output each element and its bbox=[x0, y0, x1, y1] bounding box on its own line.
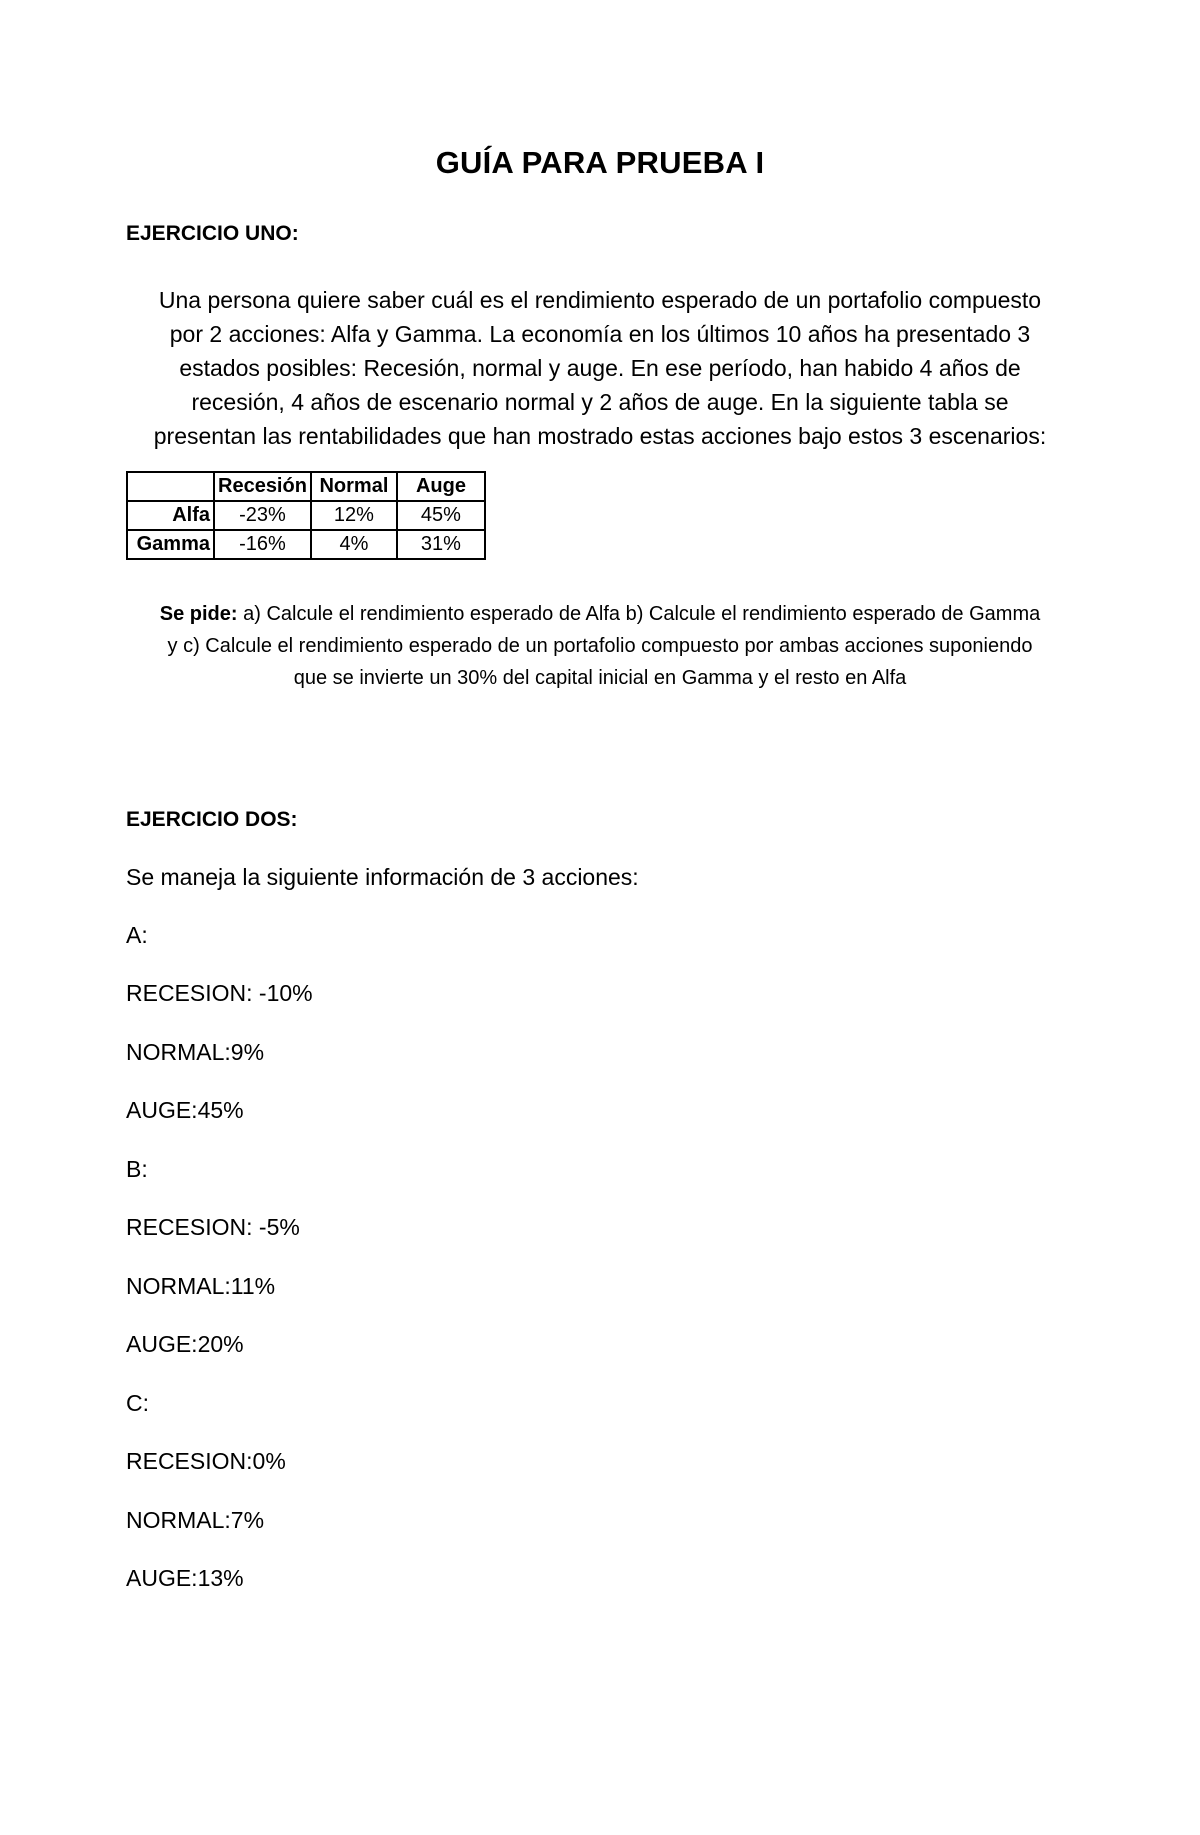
scenario-line: AUGE:13% bbox=[126, 1565, 244, 1591]
se-pide-text: a) Calcule el rendimiento esperado de Alfa b) Calcule el rendimiento esperado de Gamma bbox=[237, 603, 1041, 625]
se-pide-block bbox=[126, 598, 1074, 694]
table-cell: -16% bbox=[214, 530, 311, 559]
table-cell: 45% bbox=[397, 501, 485, 530]
returns-table bbox=[126, 471, 486, 560]
se-pide-line: que se invierte un 30% del capital inicial en Gamma y el resto en Alfa bbox=[293, 667, 907, 689]
table-header-corner bbox=[127, 472, 214, 501]
table-row-label: Alfa bbox=[127, 501, 214, 530]
exercise-two-intro: Se maneja la siguiente información de 3 acciones: bbox=[126, 864, 639, 890]
paragraph-line: presentan las rentabilidades que han mostrado estas acciones bajo estos 3 escenarios: bbox=[153, 423, 1047, 449]
stock-label: A: bbox=[126, 922, 148, 948]
table-cell: 31% bbox=[397, 530, 485, 559]
se-pide-label: Se pide: bbox=[159, 603, 238, 625]
scenario-line: RECESION: -10% bbox=[126, 980, 313, 1006]
scenario-line: NORMAL:9% bbox=[126, 1039, 265, 1065]
scenario-line: NORMAL:11% bbox=[126, 1273, 276, 1299]
table-cell: -23% bbox=[214, 501, 311, 530]
se-pide-line bbox=[126, 598, 1074, 630]
scenario-line: AUGE:45% bbox=[126, 1097, 244, 1123]
scenario-line: NORMAL:7% bbox=[126, 1507, 265, 1533]
table-cell: 4% bbox=[311, 530, 397, 559]
table-row-label: Gamma bbox=[127, 530, 214, 559]
table-header-recesion: Recesión bbox=[214, 472, 311, 501]
paragraph-line: estados posibles: Recesión, normal y auge. En ese período, han habido 4 años de bbox=[179, 355, 1021, 381]
scenario-line: AUGE:20% bbox=[126, 1331, 244, 1357]
paragraph-line: Una persona quiere saber cuál es el rendimiento esperado de un portafolio compuesto bbox=[158, 287, 1042, 313]
paragraph-line: recesión, 4 años de escenario normal y 2 años de auge. En la siguiente tabla se bbox=[191, 389, 1009, 415]
table-header-auge: Auge bbox=[397, 472, 485, 501]
table-header-row bbox=[127, 472, 485, 501]
table-header-normal: Normal bbox=[311, 472, 397, 501]
table-cell: 12% bbox=[311, 501, 397, 530]
table-row bbox=[127, 501, 485, 530]
document-title: GUÍA PARA PRUEBA I bbox=[435, 145, 765, 180]
scenario-line: RECESION:0% bbox=[126, 1448, 286, 1474]
exercise-two-heading: EJERCICIO DOS: bbox=[126, 808, 298, 831]
exercise-one-paragraph bbox=[126, 283, 1074, 453]
table-row bbox=[127, 530, 485, 559]
stock-label: B: bbox=[126, 1156, 148, 1182]
paragraph-line: por 2 acciones: Alfa y Gamma. La economía en los últimos 10 años ha presentado 3 bbox=[169, 321, 1031, 347]
scenario-line: RECESION: -5% bbox=[126, 1214, 300, 1240]
exercise-one-heading: EJERCICIO UNO: bbox=[126, 222, 299, 245]
stock-label: C: bbox=[126, 1390, 149, 1416]
se-pide-line: y c) Calcule el rendimiento esperado de un portafolio compuesto por ambas acciones suponiendo bbox=[167, 635, 1033, 657]
